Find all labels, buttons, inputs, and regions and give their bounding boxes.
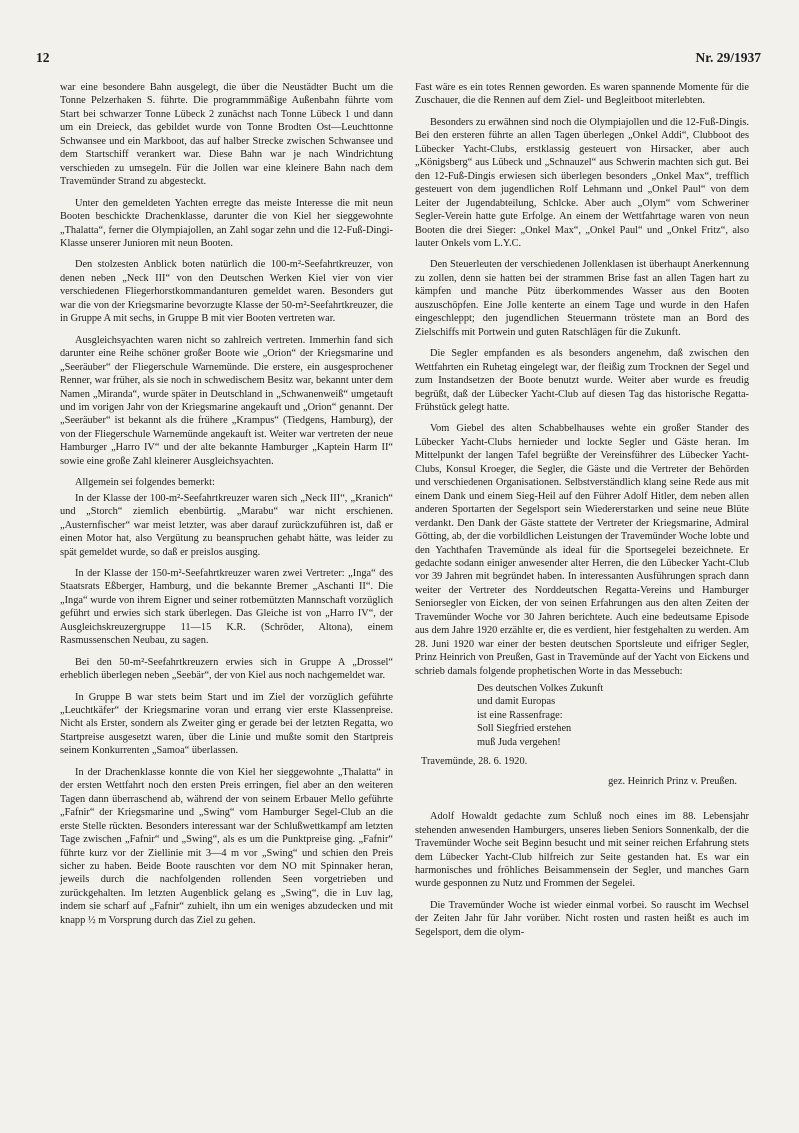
paragraph: Unter den gemeldeten Yachten erregte das meiste Interesse die mit neun Booten beschickte Drachenklasse, darunter die von Kiel her sieggewohnte „Thalatta“, ferner die Olympiajollen, an Zahl sogar zehn und die 12-Fuß-Dingi-Klasse unserer Junioren mit neun Booten. — [60, 197, 393, 249]
page-number: 12 — [36, 50, 50, 65]
poem-quote — [477, 682, 749, 749]
paragraph: In der Klasse der 100-m²-Seefahrtkreuzer waren sich „Neck III“, „Kranich“ und „Storch“ ziemlich ebenbürtig. „Marabu“ war nicht erschienen. „Austernfischer“ war meist letzter, was aber darauf zurückzuführen ist, daß er einen Motor hat, also Vergütung zu beanspruchen gehabt hätte, was leider zu spät gemeldet wurde, so daß er preislos ausging. — [60, 492, 393, 558]
paragraph: Besonders zu erwähnen sind noch die Olympiajollen und die 12-Fuß-Dingis. Bei den ersteren führte an allen Tagen überlegen „Onkel Addi“, Clubboot des Lübecker Yacht-Clubs, erstklassig gesteuert von Hirsacker, aber auch „Königsberg“ aus Lübeck und „Schnauzel“ aus Schwerin machten sich gut. Bei den 12-Fuß-Dingis erwiesen sich überlegen besonders „Onkel Max“, trefflich gesteuert von dem jugendlichen Rolf Lehmann und „Onkel Paul“ von dem Leiter der Jugendabteilung, Schlcke. Aber auch „Olym“ vom Schweriner Segler-Verein hatte gute Erfolge. An einem der Wettfahrtage waren von neun Booten die drei Sieger: „Onkel Max“, „Onkel Paul“ und „Onkel Fritz“, also lauter Onkels vom L.Y.C. — [415, 116, 749, 249]
paragraph: Die Travemünder Woche ist wieder einmal vorbei. So rauscht im Wechsel der Zeiten Jahr für Jahr vorüber. Nicht rosten und rasten heißt es auch im Segelsport, dem die olym- — [415, 899, 749, 938]
paragraph: In der Klasse der 150-m²-Seefahrtkreuzer waren zwei Vertreter: „Inga“ des Staatsrats Eßberger, Hamburg, und die bekannte Bremer „Aschanti II“. Die „Inga“ wurde von ihrem Eigner und seiner rotbemützten Mannschaft vorzüglich geführt und erwies sich stark überlegen. Das Gleiche ist von „Harro IV“, der Ausgleichskreuzergruppe 11—15 K.R. (Schröder, Altona), einem Rasmussenschen Neubau, zu sagen. — [60, 567, 393, 647]
paragraph: In der Drachenklasse konnte die von Kiel her sieggewohnte „Thalatta“ in der ersten Wettfahrt noch den ersten Preis erringen, fiel aber an den weiteren Tagen dann überraschend ab, während der von seinem Erbauer Mello geführte „Fafnir“ der Kriegsmarine und „Swing“ vom Hamburger Segel-Club an die erste Stelle rückten. Besonders interessant war der Schlußwettkampf am letzten Tage zwischen „Fafnir“ und „Swing“, als es um die Punktpreise ging. „Fafnir“ führte kurz vor der Ziellinie mit 3—4 m vor „Swing“ und schien den Preis sicher zu haben. Beide Boote rauschten vor dem NO mit Spinnaker heran, jeweils durch die nachfolgenden rollenden Seen vorgetrieben und zurückgehalten. Im letzten Augenblick gelang es „Swing“, die in Luv lag, indem sie scharf auf „Fafnir“ zuhielt, ihn um ein weniges abzudecken und mit knapp ½ m Vorsprung durch das Ziel zu gehen. — [60, 766, 393, 926]
paragraph: Die Segler empfanden es als besonders angenehm, daß zwischen den Wettfahrten ein Ruhetag eingelegt war, der fleißig zum Trocknen der Segel und zum Instandsetzen der Boote benutzt wurde. Weiter aber wurde es freudig begrüßt, daß der Lübecker Yacht-Club auf diesen Tag das historische Regatta-Frühstück gelegt hatte. — [415, 348, 749, 413]
right-column — [415, 81, 749, 947]
paragraph: Allgemein sei folgendes bemerkt: — [75, 477, 215, 489]
poem-line: Soll Siegfried erstehen — [477, 723, 572, 735]
paragraph: Fast wäre es ein totes Rennen geworden. Es waren spannende Momente für die Zuschauer, die die Rennen auf dem Ziel- und Begleitboot miterlebten. — [415, 82, 749, 107]
paragraph: In Gruppe B war stets beim Start und im Ziel der vorzüglich geführte „Leuchtkäfer“ der Kriegsmarine voran und errang vier erste Klassenpreise. Nicht als Erster, sondern als Zweiter ging er gerade bei der letzten Regatta, wo Startpreise ausgesetzt waren, über die Linie und mußte somit den Startpreis seinem Konkurrenten „Samoa“ überlassen. — [60, 691, 393, 757]
paragraph: war eine besondere Bahn ausgelegt, die über die Neustädter Bucht um die Tonne Pelzerhaken S. führte. Die programmmäßige Außenbahn führte vom Start bei schwarzer Tonne Lübeck 2 zunächst nach Tonne Lübeck 1 und dann um ein Dreieck, das gebildet wurde von Tonne Brodten Ost—Leuchttonne Schwansee und ein Markboot, das auf halber Strecke zwischen Schwansee und dem Startschiff verankert war. Diese Bahn war je nach Windrichtung verschieden zu umsegeln. Für die Jollen war eine kleinere Bahn nach dem Travemünder Strand zu abgesteckt. — [60, 82, 393, 188]
paragraph: Ausgleichsyachten waren nicht so zahlreich vertreten. Immerhin fand sich darunter eine Reihe schöner großer Boote wie „Orion“ der Kriegsmarine und „Seeräuber“ der Fliegerschule Warnemünde. Die erstere, ein ausgesprochener Renner, war früher, als sie noch in schwedischem Besitz war, bekannt unter dem Namen „Miranda“, wurde später in Deutschland in „Schwanenweiß“ umgetauft und im vorigen Jahr von der Kriegsmarine angekauft und „Orion“ genannt. Der „Seeräuber“ ist bekannt als die frühere „Krampus“ (Tiedgens, Hamburg), der von der Fliegerschule Warnemünde angekauft ist. Weiter war vertreten der neue Hamburger „Harro IV“ und der alte bekannte Hamburger „Kaptein Harm II“ sowie eine große Zahl kleinerer Ausgleichsyachten. — [60, 334, 393, 467]
paragraph: Vom Giebel des alten Schabbelhauses wehte ein großer Stander des Lübecker Yacht-Clubs hernieder und lockte Segler und Gäste heran. Im Mittelpunkt der langen Tafel begrüßte der Vereinsführer des Lübecker Yacht-Clubs, Konsul Kroeger, die Segler, die Gäste und die Vertreter der Behörden und verschiedenen Organisationen. Selbstverständlich klang seine Rede aus mit einem Dank und einem Sieg-Heil auf den Führer Adolf Hitler, dem neben allen anderen Sportarten der Segelsport sein Wiedererstarken und seine neue Blüte verdankt. Den Dank der Gäste stattete der Vertreter der Kriegsmarine, Admiral Götting, ab, der die vorbildlichen Leistungen der Travemünder Woche lobte und den Yachthafen Travemünde als ideal für die Sportsegelei bezeichnete. Er gedachte sodann einiger anwesender alter Herren, die den Lübecker Yacht-Club vor 39 Jahren mit begründet haben. In interessanten Ausführungen sprach dann weiter der Vertreter des Norddeutschen Regatta-Vereins und Hamburger Seniorsegler von Eicken, der von seinen Erfahrungen aus den alten Zeiten der Travemünder Woche vor 30 Jahren berichtete. Auch eine bedeutsame Episode aus dem Jahre 1920 erzählte er, die es verdient, hier festgehalten zu werden. Am 28. Juni 1920 war einer der besten deutschen Sportsleute und eifriger Segler, Prinz Heinrich von Preußen, Gast in Travemünde auf der Yacht von Eickens und schrieb damals folgende prophetischen Worte in das Messebuch: — [415, 423, 749, 677]
page-header — [36, 50, 761, 66]
poem-line: muß Juda vergehen! — [477, 736, 561, 748]
issue-number: Nr. 29/1937 — [695, 50, 761, 65]
paragraph: Den stolzesten Anblick boten natürlich die 100-m²-Seefahrtkreuzer, von denen neben „Neck III“ von den Deutschen Werken Kiel vier von vier verschiedenen Fliegerhorstkommandanturen gemeldet waren. Besonders gut war die von der Kriegsmarine bevorzugte Klasse der 50-m²-Seefahrtkreuzer, die in Gruppe A mit sechs, in Gruppe B mit vier Booten vertreten war. — [60, 259, 393, 325]
poem-line: ist eine Rassenfrage: — [477, 709, 563, 721]
paragraph: Adolf Howaldt gedachte zum Schluß noch eines im 88. Lebensjahr stehenden anwesenden Hamburgers, unseres lieben Seniors Sonnenkalb, der die Travemünder Woche seit Beginn besucht und mit seiner reichen Erfahrung stets dem Lübecker Yacht-Club hilfreich zur Seite gestanden hat. Es war ein harmonisches und fröhliches Beisammensein der Segler, und manches Garn wurde gesponnen zu Nutz und Frommen der Segelei. — [415, 811, 749, 890]
signature: gez. Heinrich Prinz v. Preußen. — [608, 775, 737, 787]
place-date: Travemünde, 28. 6. 1920. — [421, 756, 528, 768]
paragraph: Bei den 50-m²-Seefahrtkreuzern erwies sich in Gruppe A „Drossel“ erheblich überlegen neben „Seebär“, der von Kiel aus noch nachgemeldet war. — [60, 656, 393, 682]
left-column — [60, 81, 393, 935]
paragraph: Den Steuerleuten der verschiedenen Jollenklasen ist überhaupt Anerkennung zu zollen, denn sie hatten bei der strammen Brise fast an allen Tagen hart zu kämpfen und manche Pütz überkommendes Wasser aus den Booten auszuschöpfen. Eine Jolle kenterte an einem Tage und wurde in den Hafen eingeschleppt; den jugendlichen Steuermann tröstete man an Bord des Zielschiffs mit Portwein und guten Ratschlägen für die Zukunft. — [415, 259, 749, 338]
poem-line: und damit Europas — [477, 696, 556, 708]
poem-line: Des deutschen Volkes Zukunft — [477, 683, 604, 695]
